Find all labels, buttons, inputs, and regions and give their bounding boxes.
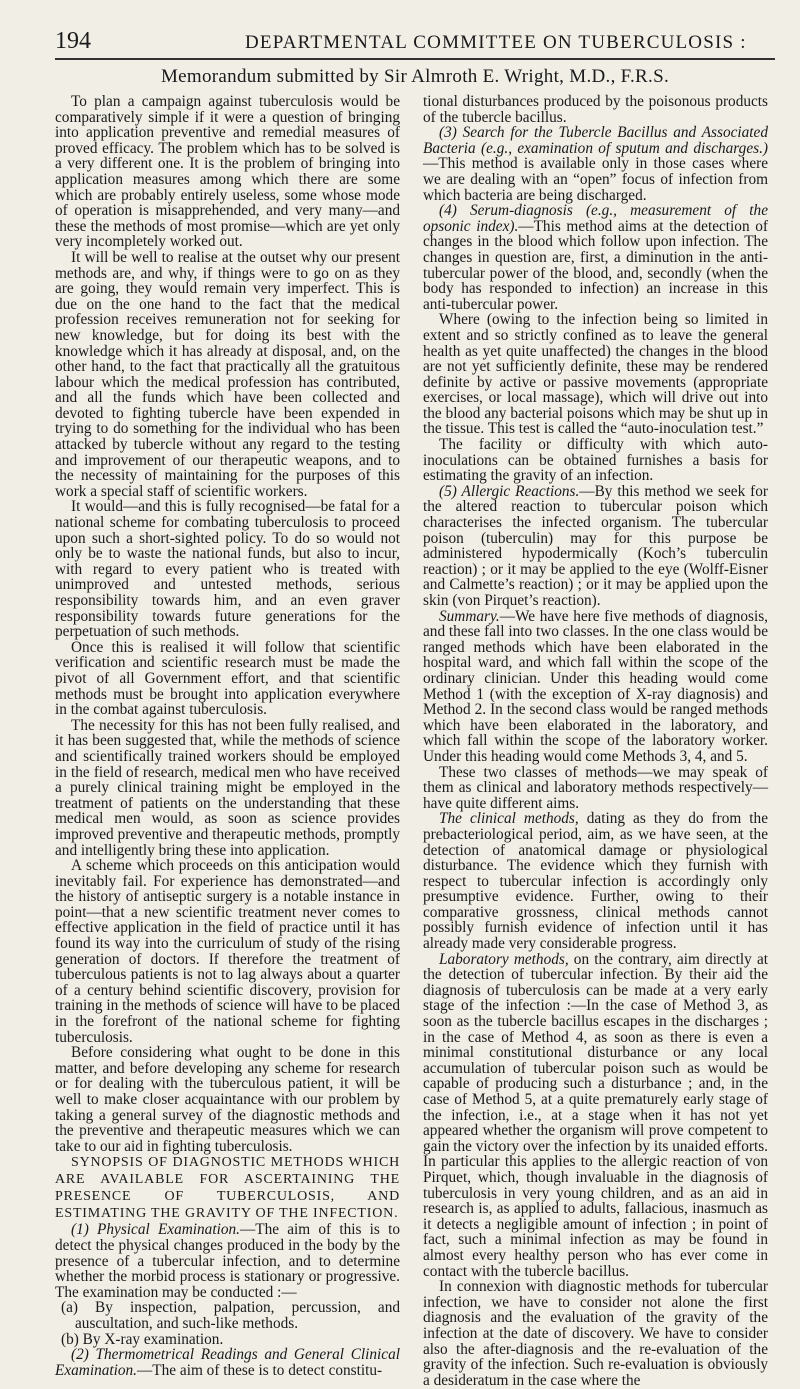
paragraph: tional disturbances produced by the poisonous products of the tubercle bacillus. [423, 93, 768, 126]
summary-label: Summary. [439, 607, 500, 625]
method-2-label: (2) Thermometrical Readings and General Clinical Examination. [55, 1346, 400, 1379]
method-4-label: (4) Serum-diagnosis (e.g., measurement of the opsonic index). [423, 202, 768, 235]
running-title: DEPARTMENTAL COMMITTEE ON TUBERCULOSIS : [245, 32, 747, 53]
right-column [423, 93, 769, 1389]
summary-text: —We have here five methods of diagnosis, and these fall into two classes. In the one class would be ranged methods which have been elaborated in the hospital ward, and which fall within the scope of the ordinary clinician. Under this heading would come Method 1 (with the exception of X-ray diagnosis) and Method 2. In the second class would be ranged methods which have been elaborated in the laboratory, and which fall within the scope of the laboratory worker. Under this heading would come Methods 3, 4, and 5. [423, 607, 768, 765]
paragraph: It will be well to realise at the outset why our present methods are, and why, if things were to go on as they are going, they would remain very imperfect. This is due on the one hand to the fact that the medical profession receives remuneration not for seeking for new knowledge, but for doing its best with the knowledge which it has already at disposal, and, on the other hand, to the fact that practically all the gratuitous labour which the medical profession has contributed, and all the funds which have been collected and devoted to fighting tubercle have been expended in trying to do something for the individual who has been attacked by tubercle without any regard to the testing and improvement of our therapeutic weapons, and to the necessity of maintaining for the purposes of this work a special staff of scientific workers. [55, 248, 400, 500]
memorandum-title: Memorandum submitted by Sir Almroth E. Wright, M.D., F.R.S. [160, 66, 670, 87]
paragraph: It would—and this is fully recognised—be fatal for a national scheme for combating tuberculosis to proceed upon such a short-sighted policy. To do so would not only be to waste the national funds, but also to incur, with regard to every patient who is treated with unimproved and untested methods, serious responsibility towards him, and an even graver responsibility towards future generations for the perpetuation of such methods. [55, 498, 400, 641]
summary-paragraph [423, 609, 768, 765]
method-5 [423, 484, 768, 609]
paragraph: These two classes of methods—we may speak of them as clinical and laboratory methods respectively—have quite different aims. [423, 763, 768, 812]
paragraph: The necessity for this has not been fully realised, and it has been suggested that, while the methods of science and scientifically trained workers should be employed in the field of research, medical men who have received a purely clinical training might be employed in the treatment of patients on the understanding that these medical men would, as soon as science provides improved preventive and therapeutic methods, promptly and intelligently bring these into application. [55, 716, 400, 859]
laboratory-text: on the contrary, aim directly at the detection of tubercular infection. By their aid the diagnosis of tuberculosis can be made at a very early stage of the infection :—In the case of Method 3, as soon as the tubercle bacillus escapes in the discharges ; in the case of Method 4, as soon as there is even a minimal constitutional disturbance or any local accumulation of tubercular poison such as would be capable of producing such a disturbance ; and, in the case of Method 5, at a quite prematurely early stage of the infection, i.e., at a stage when it has not yet appeared whether the organism will prove competent to gain the victory over the infection by its unaided efforts. In particular this applies to the allergic reaction of von Pirquet, which, though invaluable in the diagnosis of tuberculosis in very young children, and as an aid in research is, as applied to adults, fallacious, inasmuch as it detects a negligible amount of infection ; in point of fact, such a minimal infection as may be found in almost every healthy person who has ever come in contact with the tubercle bacillus. [423, 950, 769, 1280]
method-2 [55, 1347, 400, 1378]
paragraph: Once this is realised it will follow that scientific verification and scientific research must be made the pivot of all Government effort, and that scientific methods must be brought into application everywhere in the combat against tuberculosis. [55, 638, 400, 719]
method-1-label: (1) Physical Examination. [71, 1221, 240, 1239]
synopsis-heading: SYNOPSIS OF DIAGNOSTIC METHODS WHICH ARE AVAILABLE FOR ASCERTAINING THE PRESENCE OF TUBERCULOSIS, AND ESTIMATING THE GRAVITY OF THE INFECTION. [55, 1155, 400, 1222]
running-header [55, 28, 775, 54]
method-3 [423, 125, 768, 203]
clinical-text: dating as they do from the prebacteriological period, aim, as we have seen, at the detection of anatomical damage or physiological disturbance. The evidence which they furnish with respect to tubercular infection is accordingly only presumptive evidence. Further, owing to their comparative grossness, clinical methods cannot possibly furnish evidence of infection until it has already made very considerable progress. [423, 810, 768, 953]
method-5-label: (5) Allergic Reactions. [439, 482, 580, 500]
method-1b: (b) By X-ray examination. [61, 1330, 224, 1348]
clinical-label: The clinical methods, [439, 810, 579, 828]
laboratory-label: Laboratory methods, [439, 950, 569, 968]
method-4 [423, 203, 768, 312]
method-3-text: —This method is available only in those cases where we are dealing with an “open” focus of infection from which bacteria are being discharged. [423, 155, 768, 204]
method-5-text: —By this method we seek for the altered reaction to tubercular poison which characterises the infected organism. The tubercular poison (tuberculin) may for this purpose be administered hypodermically (Koch’s tuberculin reaction) ; or it may be applied to the eye (Wolff-Eisner and Calmette’s reaction) ; or it may be applied upon the skin (von Pirquet’s reaction). [423, 482, 768, 609]
paragraph: Before considering what ought to be done in this matter, and before developing any scheme for research or for dealing with the tuberculous patient, it will be well to make closer acquaintance with our problem by taking a general survey of the diagnostic methods and the preventive and therapeutic measures which we can take to our aid in fighting tuberculosis. [55, 1044, 400, 1155]
paragraph: In connexion with diagnostic methods for tubercular infection, we have to consider not alone the first diagnosis and the evaluation of the gravity of the infection at the date of discovery. We have to consider also the after-diagnosis and the re-evaluation of the gravity of the infection. Such re-evaluation is obviously a desideratum in the case where the [423, 1278, 768, 1389]
paragraph: To plan a campaign against tuberculosis would be comparatively simple if it were a question of bringing into application preventive and remedial measures of proved efficacy. The problem which has to be solved is a very different one. It is the problem of bringing into application measures among which there are some which are probably entirely useless, some whose mode of operation is misapprehended, and very many—and these the methods of most promise—which are yet only very incompletely worked out. [55, 93, 400, 251]
laboratory-paragraph [423, 952, 768, 1279]
method-1-text: —The aim of this is to detect the physical changes produced in the body by the presence of a tubercular infection, and to determine whether the morbid process is stationary or progressive. The examination may be conducted :— [55, 1221, 401, 1301]
method-2-text: —The aim of these is to detect constitu- [137, 1361, 383, 1379]
paragraph: A scheme which proceeds on this anticipation would inevitably fail. For experience has demonstrated—and the history of antiseptic surgery is a notable instance in point—that a new scientific treatment never comes to effective application in the field of practice until it has found its way into the curriculum of study of the rising generation of doctors. If therefore the treatment of tuberculous patients is not to lag always about a quarter of a century behind scientific discovery, provision for training in the methods of science will have to be placed in the forefront of the national scheme for fighting tuberculosis. [55, 857, 400, 1046]
clinical-paragraph [423, 811, 768, 951]
paragraph: Where (owing to the infection being so limited in extent and so strictly confined as to leave the general health as yet quite unaffected) the changes in the blood are not yet sufficiently definite, these may be rendered definite by active or passive movements (appropriate exercises, or local massage), which will drive out into the blood any bacterial poisons which may be shut up in the tissue. This test is called the “auto-inoculation test.” [423, 311, 768, 438]
header-rule [55, 58, 775, 60]
method-4-text: —This method aims at the detection of changes in the blood which follow upon infection. The changes in question are, first, a diminution in the anti-tubercular power of the blood, and, secondly (when the body has responded to infection) an increase in this anti-tubercular power. [423, 217, 768, 313]
left-column [55, 93, 401, 1379]
method-1a: (a) By inspection, palpation, percussion, and auscultation, and such-like methods. [61, 1299, 400, 1332]
method-3-label: (3) Search for the Tubercle Bacillus and Associated Bacteria (e.g., examination of sputum and discharges.) [423, 124, 768, 157]
page-number: 194 [55, 28, 91, 54]
paragraph: The facility or difficulty with which auto-inoculations can be obtained furnishes a basis for estimating the gravity of an infection. [423, 436, 768, 485]
method-1 [55, 1222, 400, 1300]
